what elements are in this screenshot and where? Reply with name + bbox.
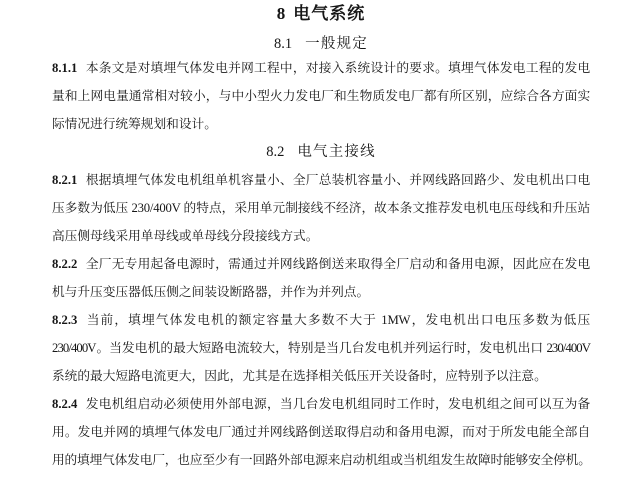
chapter-title (52, 3, 590, 25)
section-number: 8.1 (274, 36, 293, 52)
paragraph-line (52, 306, 590, 334)
paragraph-text: 压多数为低压 230/400V 的特点，采用单元制接线不经济，故本条文推荐发电机电压母线和升压站 (52, 201, 590, 215)
paragraph-text: 系统的最大短路电流更大，因此，尤其是在选择相关低压开关设备时，应特别予以注意。 (52, 369, 547, 383)
paragraph-line (52, 334, 590, 362)
paragraph-number: 8.2.4 (52, 397, 78, 411)
paragraph-line (52, 362, 590, 390)
paragraph-text: 际情况进行统筹规划和设计。 (52, 117, 217, 131)
paragraph-line (52, 110, 590, 138)
paragraph-text: 用。发电并网的填埋气体发电厂通过并网线路倒送取得启动和备用电源，而对于所发电能全部自 (52, 425, 590, 439)
paragraph-text: 230/400V。当发电机的最大短路电流较大，特别是当几台发电机并列运行时，发电机出口 230/400V (52, 341, 590, 355)
paragraph-number: 8.2.3 (52, 313, 78, 327)
section-title: 一般规定 (305, 36, 368, 52)
paragraph-line (52, 418, 590, 446)
paragraph-text: 本条文是对填埋气体发电并网工程中，对接入系统设计的要求。填埋气体发电工程的发电 (85, 61, 590, 75)
paragraph-text: 发电机组启动必须使用外部电源，当几台发电机组同时工作时，发电机组之间可以互为备 (85, 397, 590, 411)
paragraph-line (52, 194, 590, 222)
paragraph-line (52, 278, 590, 306)
chapter-number: 8 (276, 4, 287, 23)
paragraph-text: 当前，填埋气体发电机的额定容量大多数不大于 1MW，发电机出口电压多数为低压 (85, 313, 590, 327)
paragraph-line (52, 250, 590, 278)
paragraph-text: 根据填埋气体发电机组单机容量小、全厂总装机容量小、并网线路回路少、发电机出口电 (85, 173, 590, 187)
section-heading-8-1 (52, 34, 590, 54)
section-heading-8-2 (52, 138, 590, 166)
chapter-title-text: 电气系统 (293, 4, 366, 23)
paragraph-line (52, 446, 590, 474)
paragraph-text: 用的填埋气体发电厂，也应至少有一回路外部电源来启动机组或当机组发生故障时能够安全停机。 (52, 453, 590, 467)
paragraph-line (52, 390, 590, 418)
paragraph-text: 量和上网电量通常相对较小，与中小型火力发电厂和生物质发电厂都有所区别，应综合各方面实 (52, 89, 590, 103)
paragraph-line (52, 166, 590, 194)
paragraph-number: 8.1.1 (52, 61, 78, 75)
section-number: 8.2 (266, 144, 285, 160)
paragraph-line (52, 82, 590, 110)
paragraph-line (52, 54, 590, 82)
paragraph-line (52, 222, 590, 250)
section-title: 电气主接线 (297, 144, 376, 160)
paragraph-text: 机与升压变压器低压侧之间装设断路器，并作为并列点。 (52, 285, 370, 299)
paragraph-text: 全厂无专用起备电源时，需通过并网线路倒送来取得全厂启动和备用电源，因此应在发电 (85, 257, 590, 271)
paragraph-text: 高压侧母线采用单母线或单母线分段接线方式。 (52, 229, 319, 243)
paragraph-number: 8.2.1 (52, 173, 78, 187)
paragraph-number: 8.2.2 (52, 257, 78, 271)
